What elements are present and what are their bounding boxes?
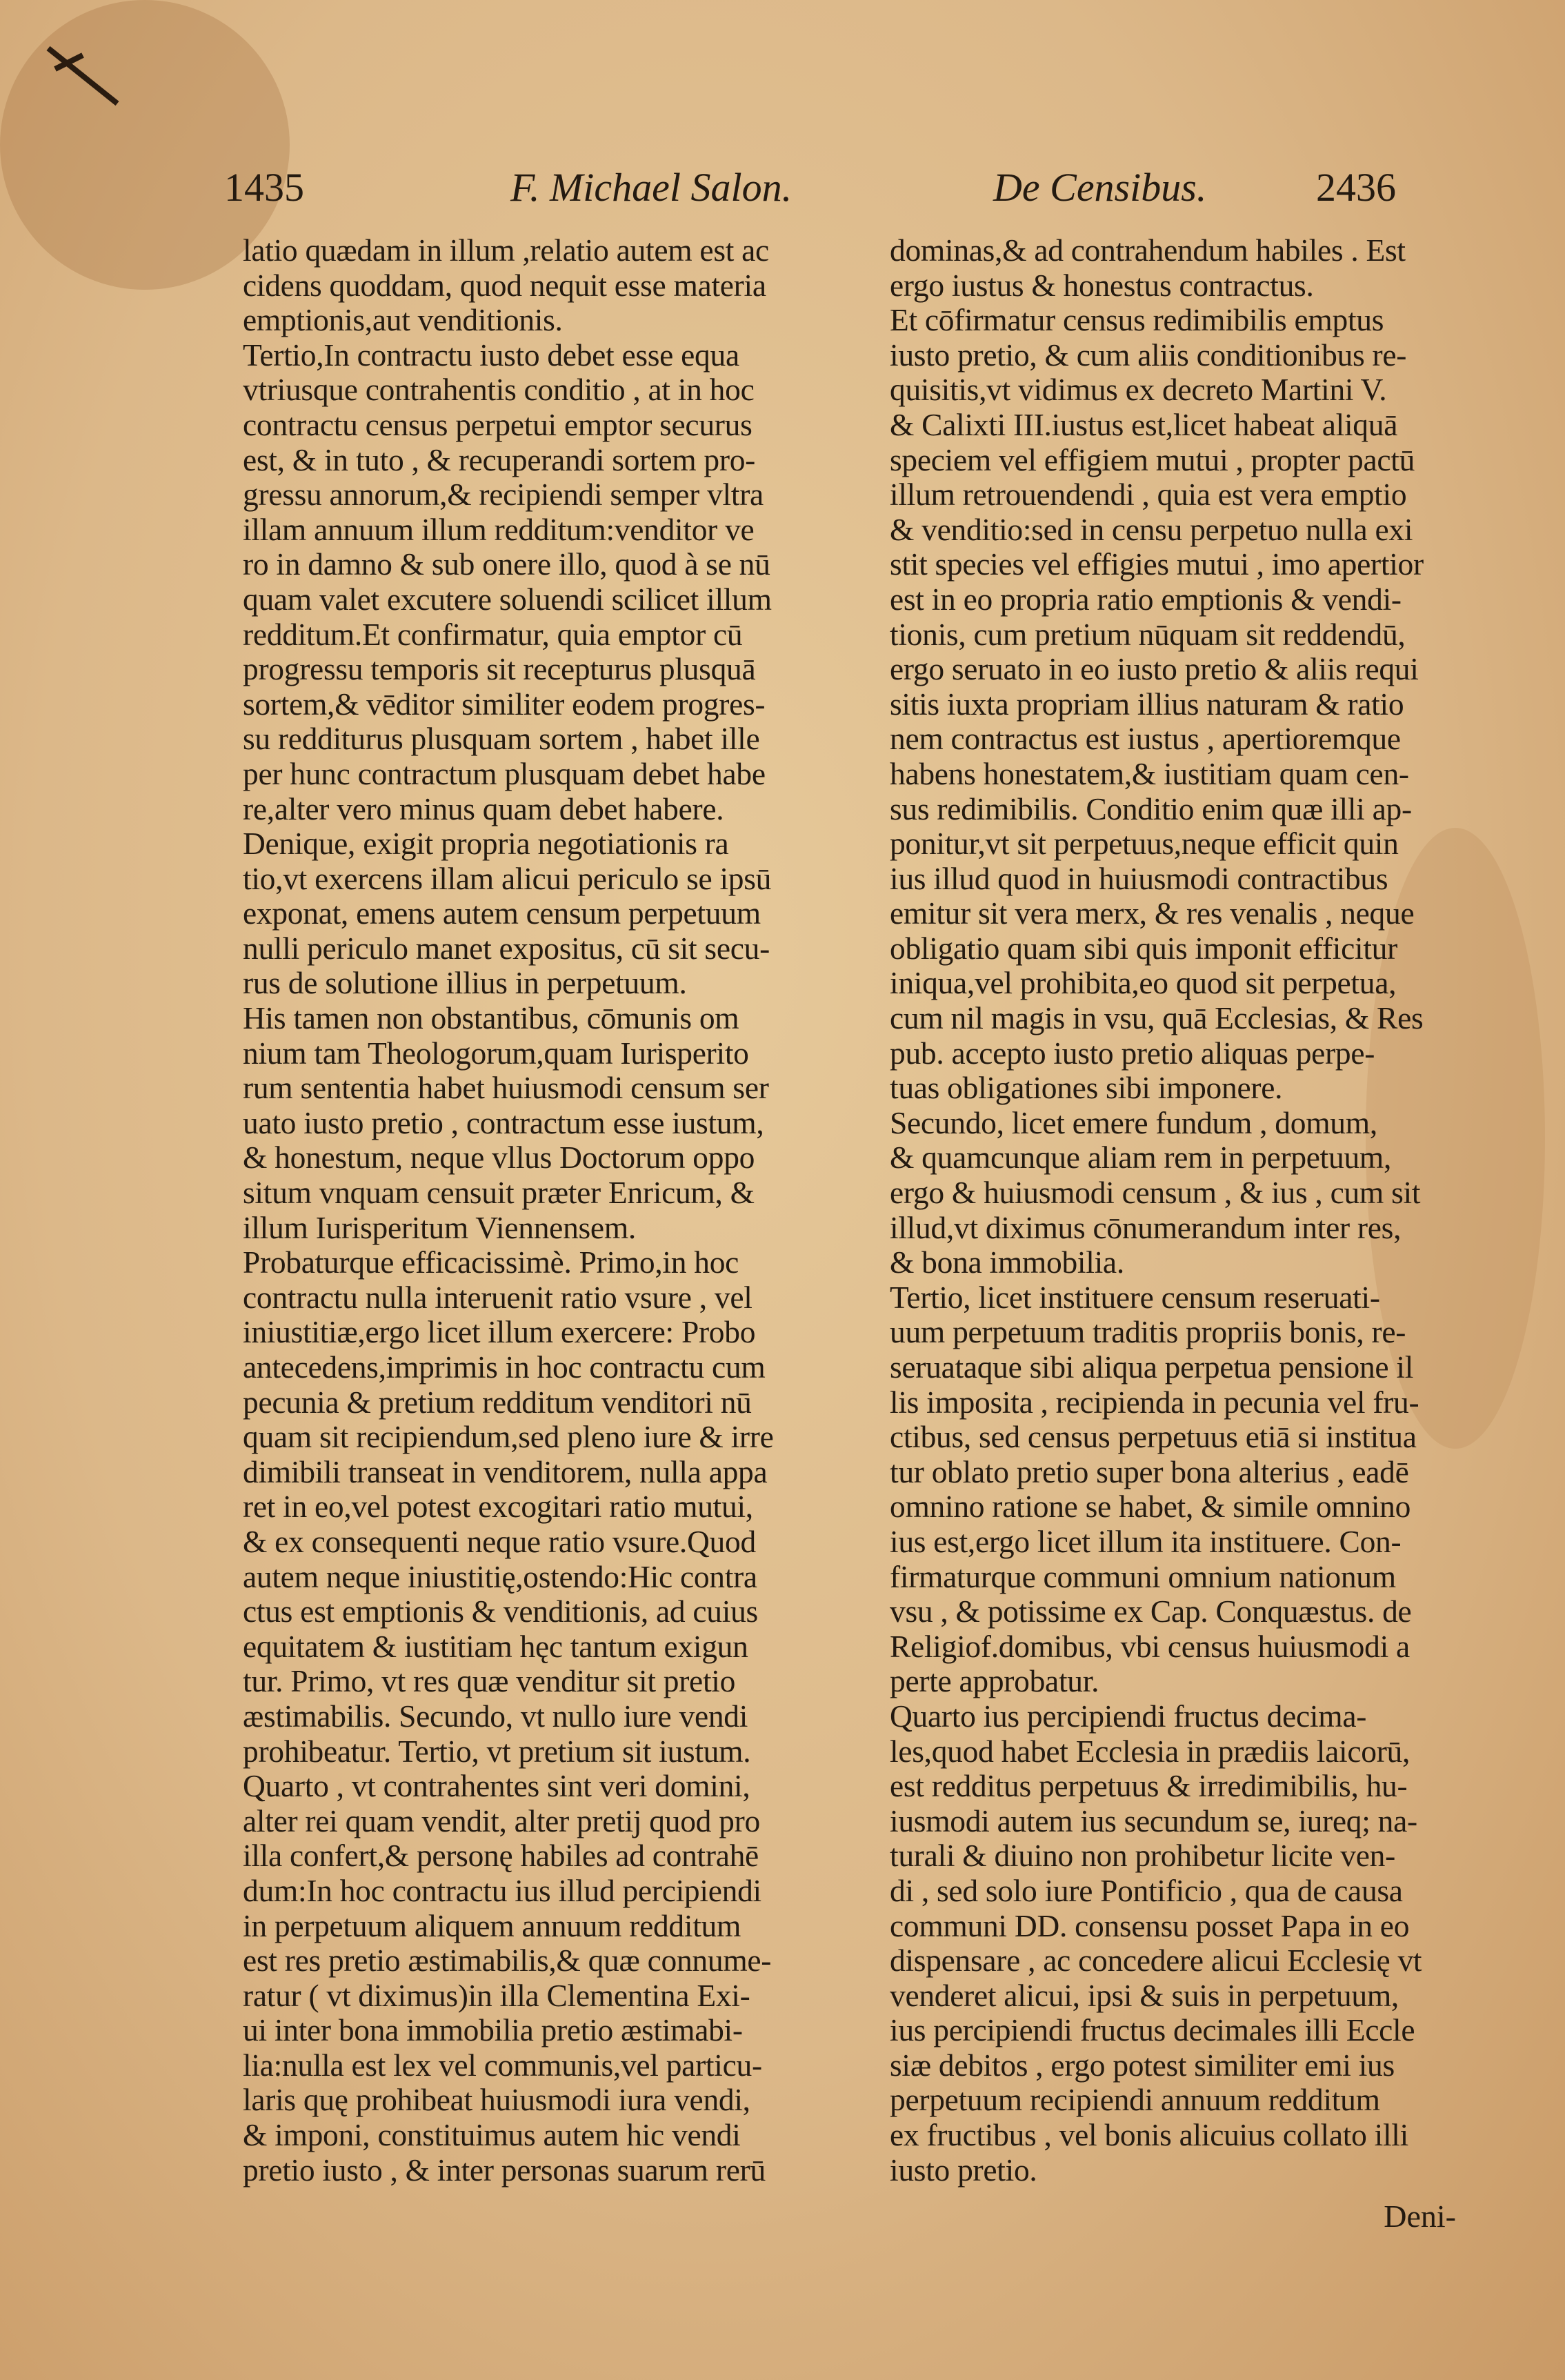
text-line: & venditio:sed in censu perpetuo nulla exi: [890, 511, 1413, 547]
text-line: sus redimibilis. Conditio enim quæ illi ap-: [890, 791, 1412, 826]
right-page-number: 2436: [1316, 165, 1396, 210]
text-line: iniustitiæ,ergo licet illum exercere: Probo: [243, 1314, 756, 1350]
text-line: iniqua,vel prohibita,eo quod sit perpetua,: [890, 965, 1397, 1001]
text-line: est res pretio æstimabilis,& quæ connume-: [243, 1943, 772, 1979]
text-line: Et cōfirmatur census redimibilis emptus: [890, 302, 1384, 338]
text-line: ratur ( vt diximus)in illa Clementina Exi-: [243, 1977, 750, 2013]
text-line: re,alter vero minus quam debet habere.: [243, 791, 724, 826]
text-line: sitis iuxta propriam illius naturam & ratio: [890, 686, 1404, 722]
text-line: cum nil magis in vsu, quā Ecclesias, & Res: [890, 1000, 1424, 1036]
text-line: dominas,& ad contrahendum habiles . Est: [890, 232, 1406, 268]
text-line: ergo seruato in eo iusto pretio & aliis requi: [890, 651, 1419, 687]
text-line: ret in eo,vel potest excogitari ratio mutui,: [243, 1489, 753, 1525]
text-line: dimibili transeat in venditorem, nulla appa: [243, 1454, 768, 1489]
corner-mark-icon: [41, 41, 124, 110]
text-line: speciem vel effigiem mutui , propter pactū: [890, 442, 1415, 477]
text-line: illa confert,& personę habiles ad contrahē: [243, 1838, 759, 1874]
text-line: ponitur,vt sit perpetuus,neque efficit quin: [890, 826, 1399, 862]
text-line: ius illud quod in huiusmodi contractibus: [890, 860, 1388, 896]
text-line: iusto pretio.: [890, 2152, 1037, 2188]
text-line: nulli periculo manet expositus, cū sit secu-: [243, 930, 770, 966]
text-line: communi DD. consensu posset Papa in eo: [890, 1907, 1410, 1943]
text-line: tio,vt exercens illam alicui periculo se ipsū: [243, 860, 772, 896]
text-line: ui inter bona immobilia pretio æstimabi-: [243, 2012, 743, 2048]
text-line: antecedens,imprimis in hoc contractu cum: [243, 1349, 766, 1385]
text-line: Probaturque efficacissimè. Primo,in hoc: [243, 1244, 739, 1280]
text-line: cidens quoddam, quod nequit esse materia: [243, 267, 766, 303]
text-line: & ex consequenti neque ratio vsure.Quod: [243, 1523, 756, 1559]
catchword: Deni-: [1384, 2199, 1456, 2234]
right-running-title: De Censibus.: [993, 165, 1207, 210]
text-line: latio quædam in illum ,relatio autem est ac: [243, 232, 769, 268]
text-line: & quamcunque aliam rem in perpetuum,: [890, 1140, 1392, 1176]
text-line: tur. Primo, vt res quæ venditur sit pretio: [243, 1663, 736, 1699]
text-line: ergo & huiusmodi censum , & ius , cum sit: [890, 1175, 1421, 1211]
text-line: ergo iustus & honestus contractus.: [890, 267, 1314, 303]
text-line: est redditus perpetuus & irredimibilis, hu-: [890, 1768, 1408, 1804]
text-line: vsu , & potissime ex Cap. Conquæstus. de: [890, 1594, 1412, 1629]
text-line: Quarto , vt contrahentes sint veri domini,: [243, 1768, 750, 1804]
text-line: His tamen non obstantibus, cōmunis om: [243, 1000, 739, 1036]
text-line: quam valet excutere soluendi scilicet illum: [243, 581, 772, 617]
left-running-title: F. Michael Salon.: [510, 165, 793, 210]
text-line: illud,vt diximus cōnumerandum inter res,: [890, 1209, 1402, 1245]
text-line: Secundo, licet emere fundum , domum,: [890, 1104, 1377, 1140]
text-line: su redditurus plusquam sortem , habet ille: [243, 721, 760, 757]
text-line: uum perpetuum traditis propriis bonis, re-: [890, 1314, 1406, 1350]
text-line: ro in damno & sub onere illo, quod à se nū: [243, 546, 770, 582]
text-line: & Calixti III.iustus est,licet habeat aliquā: [890, 406, 1398, 442]
text-line: æstimabilis. Secundo, vt nullo iure vendi: [243, 1698, 748, 1734]
text-line: Quarto ius percipiendi fructus decima-: [890, 1698, 1367, 1734]
text-line: siæ debitos , ergo potest similiter emi ius: [890, 2047, 1395, 2083]
right-text-column: [890, 233, 1469, 2188]
text-line: Religiof.domibus, vbi census huiusmodi a: [890, 1628, 1410, 1664]
text-line: redditum.Et confirmatur, quia emptor cū: [243, 616, 743, 652]
left-text-column: [243, 233, 822, 2188]
text-line: in perpetuum aliquem annuum redditum: [243, 1907, 741, 1943]
text-line: seruataque sibi aliqua perpetua pensione il: [890, 1349, 1414, 1385]
text-line: nem contractus est iustus , apertioremque: [890, 721, 1401, 757]
text-line: Denique, exigit propria negotiationis ra: [243, 826, 729, 862]
text-line: lia:nulla est lex vel communis,vel particu-: [243, 2047, 762, 2083]
text-line: & bona immobilia.: [890, 1244, 1124, 1280]
text-line: quisitis,vt vidimus ex decreto Martini V.: [890, 372, 1387, 408]
text-line: uato iusto pretio , contractum esse iustum,: [243, 1104, 764, 1140]
text-line: vtriusque contrahentis conditio , at in hoc: [243, 372, 755, 408]
text-line: situm vnquam censuit præter Enricum, &: [243, 1175, 755, 1211]
text-line: progressu temporis sit recepturus plusquā: [243, 651, 756, 687]
text-line: nium tam Theologorum,quam Iurisperito: [243, 1035, 749, 1071]
text-line: est in eo propria ratio emptionis & vendi-: [890, 581, 1402, 617]
text-line: ctibus, sed census perpetuus etiā si institua: [890, 1419, 1417, 1455]
text-line: ius est,ergo licet illum ita instituere. Con-: [890, 1523, 1402, 1559]
text-line: lis imposita , recipienda in pecunia vel fru-: [890, 1384, 1419, 1420]
running-header: [0, 164, 1565, 212]
text-line: est, & in tuto , & recuperandi sortem pro-: [243, 442, 756, 477]
text-line: autem neque iniustitię,ostendo:Hic contra: [243, 1558, 757, 1594]
text-line: rum sententia habet huiusmodi censum ser: [243, 1070, 769, 1106]
text-line: per hunc contractum plusquam debet habe: [243, 755, 766, 791]
text-line: tionis, cum pretium nūquam sit reddendū,: [890, 616, 1406, 652]
text-line: & honestum, neque vllus Doctorum oppo: [243, 1140, 755, 1176]
text-line: tur oblato pretio super bona alterius , eadē: [890, 1454, 1409, 1489]
text-line: tuas obligationes sibi imponere.: [890, 1070, 1283, 1106]
text-line: perte approbatur.: [890, 1663, 1099, 1699]
text-line: exponat, emens autem censum perpetuum: [243, 895, 761, 931]
text-line: equitatem & iustitiam hęc tantum exigun: [243, 1628, 748, 1664]
text-line: contractu nulla interuenit ratio vsure , vel: [243, 1279, 752, 1315]
text-line: prohibeatur. Tertio, vt pretium sit iustum.: [243, 1733, 751, 1769]
text-line: stit species vel effigies mutui , imo apertior: [890, 546, 1424, 582]
text-line: iusto pretio, & cum aliis conditionibus re-: [890, 337, 1407, 373]
text-line: perpetuum recipiendi annuum redditum: [890, 2082, 1380, 2118]
text-line: pecunia & pretium redditum venditori nū: [243, 1384, 752, 1420]
text-line: les,quod habet Ecclesia in prædiis laicorū,: [890, 1733, 1411, 1769]
text-line: & imponi, constituimus autem hic vendi: [243, 2117, 741, 2153]
text-line: illam annuum illum redditum:venditor ve: [243, 511, 755, 547]
text-line: laris quę prohibeat huiusmodi iura vendi,: [243, 2082, 750, 2118]
text-line: ex fructibus , vel bonis alicuius collato illi: [890, 2117, 1408, 2153]
text-line: turali & diuino non prohibetur licite ven-: [890, 1838, 1395, 1874]
text-line: sortem,& vēditor similiter eodem progres-: [243, 686, 766, 722]
text-line: ius percipiendi fructus decimales illi Eccle: [890, 2012, 1415, 2048]
text-line: Tertio,In contractu iusto debet esse equa: [243, 337, 739, 373]
text-line: gressu annorum,& recipiendi semper vltra: [243, 477, 764, 513]
left-page-number: 1435: [224, 165, 304, 210]
text-line: iusmodi autem ius secundum se, iureq; na-: [890, 1803, 1417, 1838]
text-line: pretio iusto , & inter personas suarum rerū: [243, 2152, 766, 2188]
text-line: firmaturque communi omnium nationum: [890, 1558, 1396, 1594]
text-line: di , sed solo iure Pontificio , qua de causa: [890, 1872, 1403, 1908]
text-line: contractu census perpetui emptor securus: [243, 406, 752, 442]
text-line: Tertio, licet instituere censum reseruati-: [890, 1279, 1380, 1315]
text-line: emptionis,aut venditionis.: [243, 302, 563, 338]
text-line: ctus est emptionis & venditionis, ad cuius: [243, 1594, 758, 1629]
text-line: alter rei quam vendit, alter pretij quod pro: [243, 1803, 760, 1838]
text-line: venderet alicui, ipsi & suis in perpetuum,: [890, 1977, 1399, 2013]
text-line: emitur sit vera merx, & res venalis , neque: [890, 895, 1415, 931]
text-line: quam sit recipiendum,sed pleno iure & irre: [243, 1419, 774, 1455]
text-line: illum retrouendendi , quia est vera emptio: [890, 477, 1407, 513]
text-line: obligatio quam sibi quis imponit efficitur: [890, 930, 1397, 966]
text-line: pub. accepto iusto pretio aliquas perpe-: [890, 1035, 1375, 1071]
text-line: rus de solutione illius in perpetuum.: [243, 965, 687, 1001]
text-line: habens honestatem,& iustitiam quam cen-: [890, 755, 1409, 791]
text-line: dispensare , ac concedere alicui Ecclesię vt: [890, 1943, 1422, 1979]
text-line: omnino ratione se habet, & simile omnino: [890, 1489, 1411, 1525]
text-line: illum Iurisperitum Viennensem.: [243, 1209, 636, 1245]
text-line: dum:In hoc contractu ius illud percipiendi: [243, 1872, 761, 1908]
